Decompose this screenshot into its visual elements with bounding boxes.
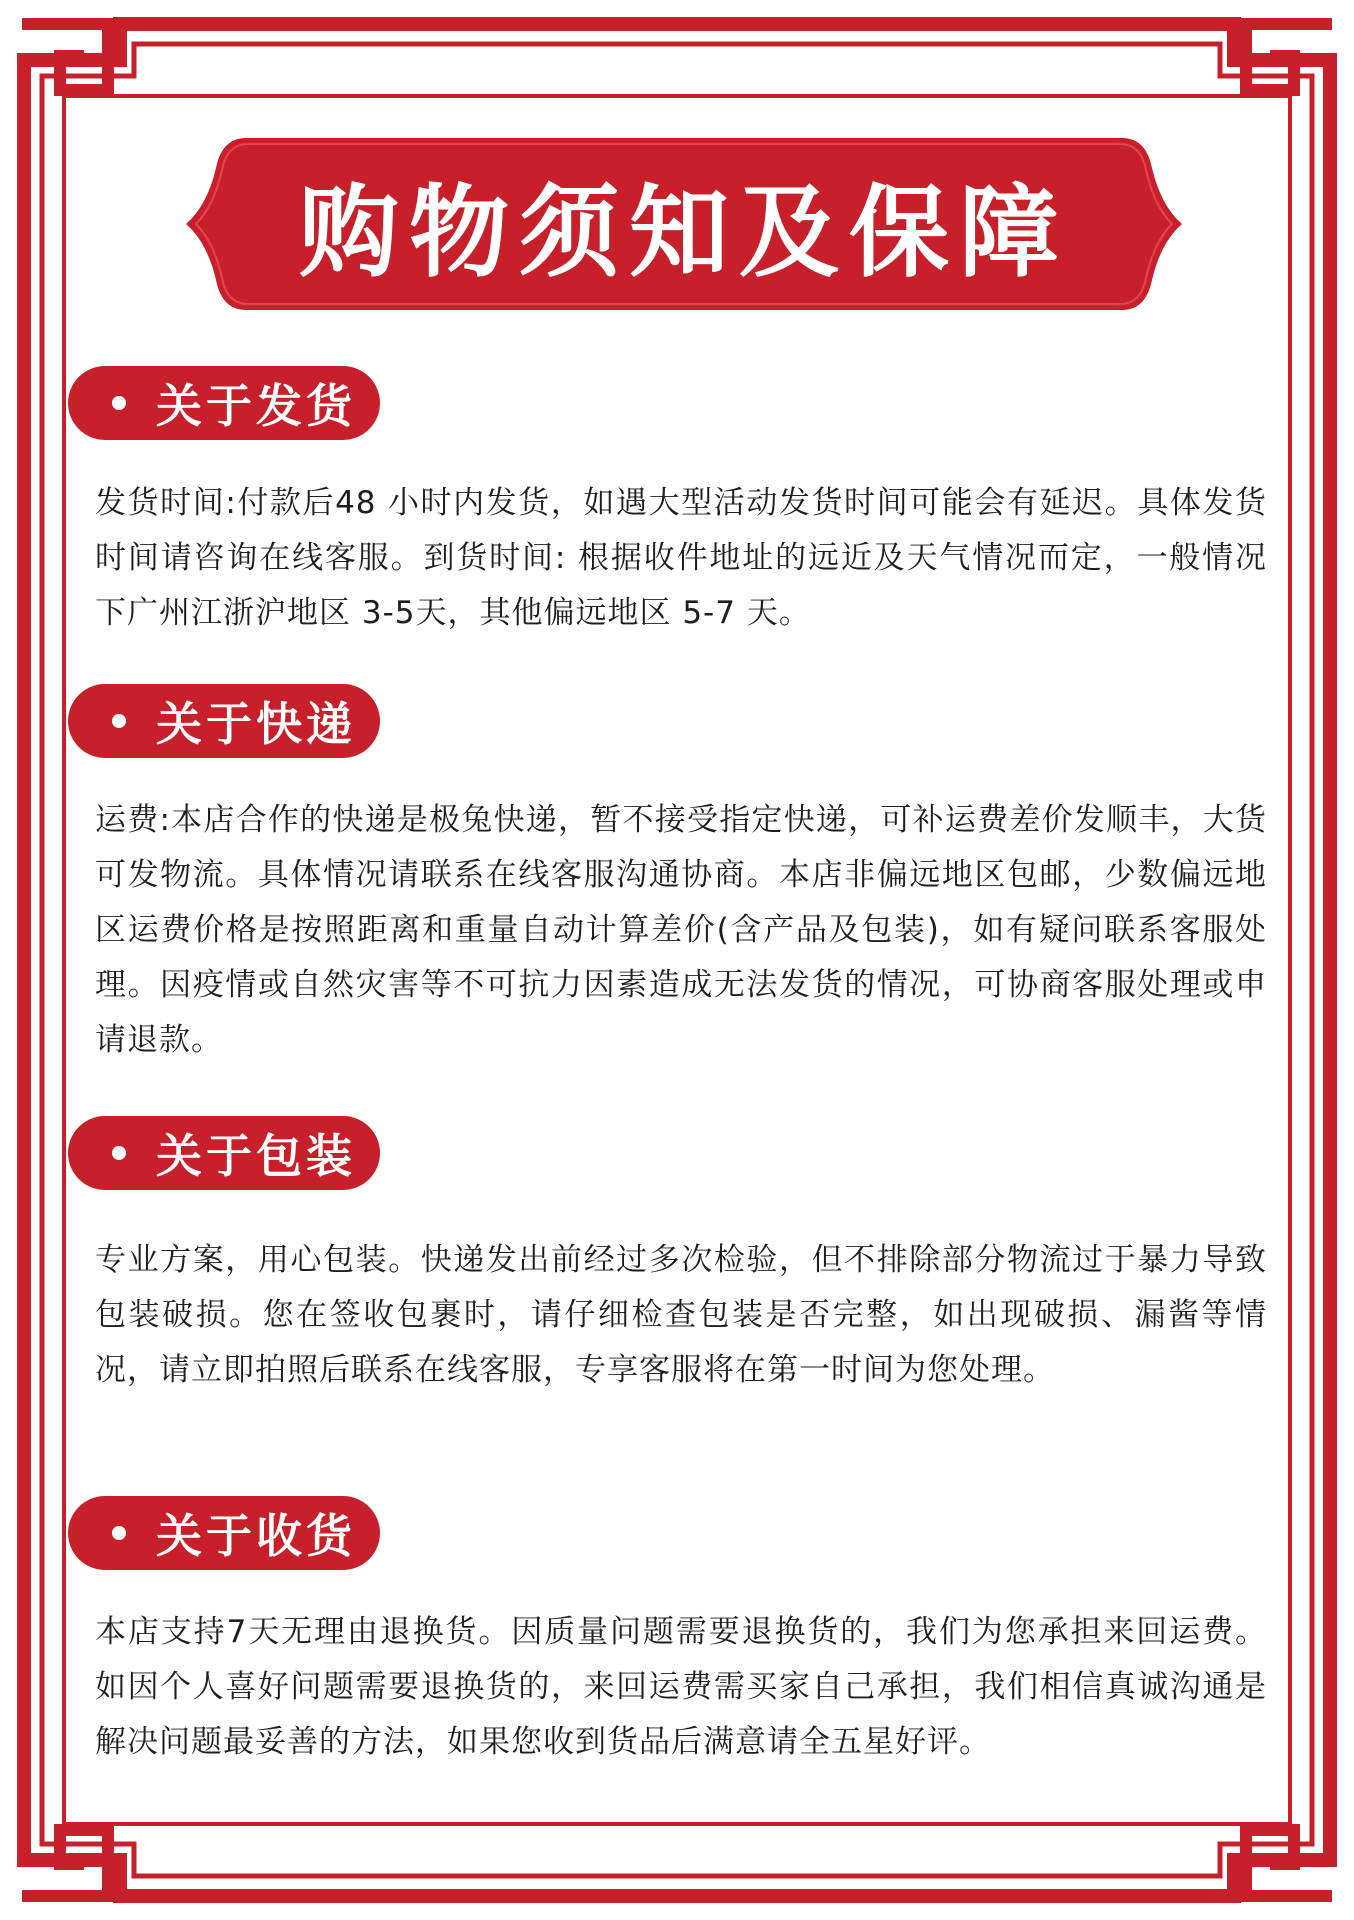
section-heading: 关于包装 bbox=[156, 1129, 356, 1183]
section-header-packaging bbox=[68, 1116, 380, 1190]
section-heading: 关于收货 bbox=[156, 1509, 356, 1563]
section-header-receipt bbox=[68, 1496, 380, 1570]
section-header-express bbox=[68, 684, 380, 758]
section-heading: 关于快递 bbox=[156, 697, 356, 751]
section-body-shipping: 发货时间:付款后48 小时内发货，如遇大型活动发货时间可能会有延迟。具体发货时间请咨询在线客服。到货时间: 根据收件地址的远近及天气情况而定，一般情况下广州江浙沪地区 3-5天，其他偏远地区 5-7 天。 bbox=[95, 485, 1267, 631]
title-banner bbox=[186, 138, 1182, 310]
section-body-express: 运费:本店合作的快递是极兔快递，暂不接受指定快递，可补运费差价发顺丰，大货可发物流。具体情况请联系在线客服沟通协商。本店非偏远地区包邮，少数偏远地区运费价格是按照距离和重量自动计算差价(含产品及包装)，如有疑问联系客服处理。因疫情或自然灾害等不可抗力因素造成无法发货的情况，可协商客服处理或申请退款。 bbox=[95, 802, 1267, 1058]
bullet-dot-icon bbox=[112, 714, 126, 728]
section-body-receipt: 本店支持7天无理由退换货。因质量问题需要退换货的，我们为您承担来回运费。如因个人喜好问题需要退换货的，来回运费需买家自己承担，我们相信真诚沟通是解决问题最妥善的方法，如果您收到货品后满意请全五星好评。 bbox=[95, 1614, 1267, 1760]
bullet-dot-icon bbox=[112, 396, 126, 410]
page-title: 购物须知及保障 bbox=[299, 174, 1069, 291]
section-heading: 关于发货 bbox=[156, 379, 356, 433]
section-header-shipping bbox=[68, 366, 380, 440]
bullet-dot-icon bbox=[112, 1526, 126, 1540]
section-body-packaging: 专业方案，用心包装。快递发出前经过多次检验，但不排除部分物流过于暴力导致包装破损。您在签收包裹时，请仔细检查包装是否完整，如出现破损、漏酱等情况，请立即拍照后联系在线客服，专享客服将在第一时间为您处理。 bbox=[95, 1242, 1267, 1388]
bullet-dot-icon bbox=[112, 1146, 126, 1160]
